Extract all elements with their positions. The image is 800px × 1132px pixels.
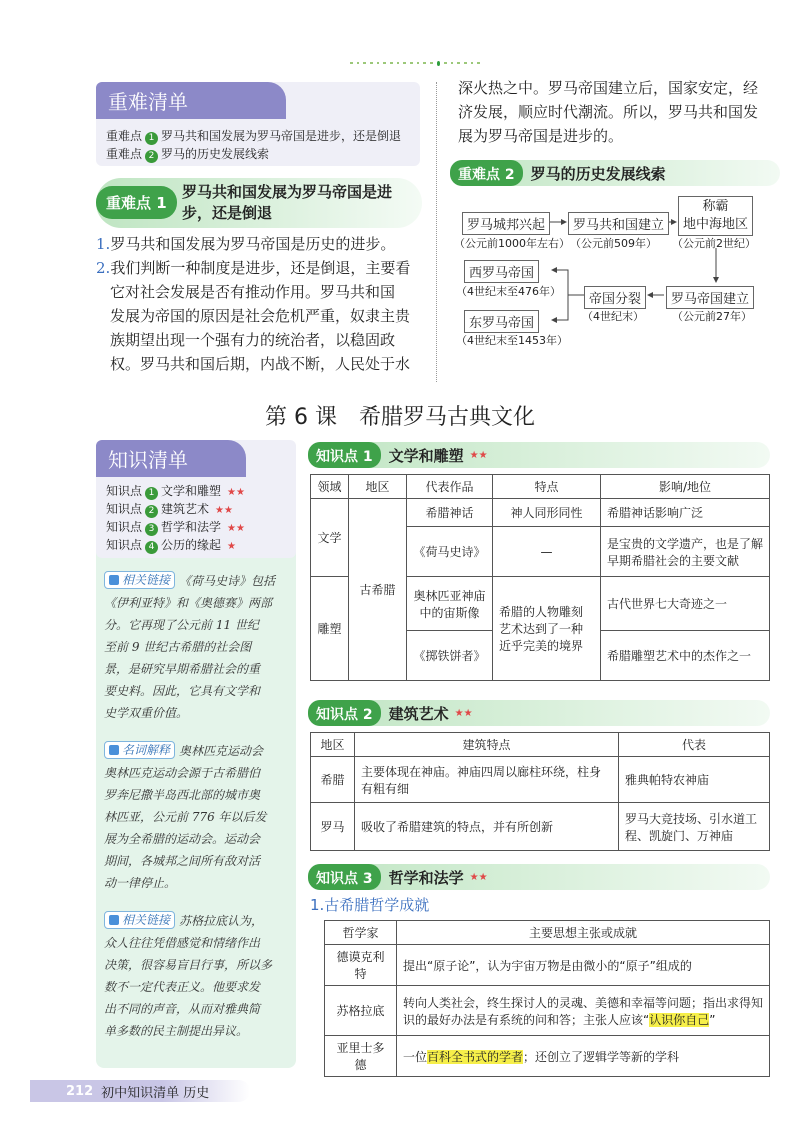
table-cell: 希腊雕塑艺术中的杰作之一 (601, 631, 770, 681)
cell-text: 一位 (403, 1049, 428, 1064)
note-line: 景，是研究早期希腊社会的重 (104, 662, 261, 676)
table-cell: 是宝贵的文学遗产，也是了解早期希腊社会的主要文献 (601, 527, 770, 577)
table-cell: 罗马大竞技场、引水道工程、凯旋门、万神庙 (619, 803, 770, 851)
note-line: 展为全希腊的运动会。运动会 (104, 832, 261, 846)
page-footer (30, 1080, 250, 1102)
table-cell: 罗马 (311, 803, 355, 851)
caption: （4世纪末至476年） (456, 285, 561, 298)
note-line: 至前 9 世纪古希腊的社会图 (104, 640, 252, 654)
star-icon: ★★ (227, 487, 245, 498)
table-cell: 德谟克利特 (325, 945, 397, 986)
key-list-item (106, 127, 410, 145)
note-line: 奥林匹克运动会 (179, 744, 264, 758)
para-text: 罗马共和国发展为罗马帝国是历史的进步。 (110, 235, 396, 253)
key-list-title: 重难清单 (96, 82, 286, 119)
knowledge-list-body (96, 477, 296, 563)
table-cell: 古希腊 (349, 499, 407, 681)
key-list-item-label: 重难点 (106, 147, 143, 161)
table-cell: 《荷马史诗》 (407, 527, 493, 577)
table-row (325, 945, 770, 986)
note-homer (104, 570, 290, 724)
note-line: 《荷马史诗》包括 (179, 574, 276, 588)
table-cell: 古代世界七大奇迹之一 (601, 577, 770, 631)
table-cell: 希腊神话 (407, 499, 493, 527)
key-list-item-text: 罗马共和国发展为罗马帝国是进步，还是倒退 (161, 129, 402, 143)
rome-timeline-diagram (450, 190, 780, 350)
table-cell: 神人同形同性 (493, 499, 601, 527)
note-head (104, 911, 175, 929)
note-line: 单多数的民主制提出异议。 (104, 1024, 249, 1038)
book-icon (109, 745, 119, 755)
key1-p2 (96, 256, 426, 280)
number-badge: 1 (145, 132, 158, 145)
table-cell: 《掷铁饼者》 (407, 631, 493, 681)
key1-title (182, 182, 392, 224)
note-head (104, 741, 175, 759)
table-cell: 希腊神话影响广泛 (601, 499, 770, 527)
table-header: 特点 (493, 475, 601, 499)
star-icon: ★★ (454, 707, 473, 719)
note-line: 出不同的声音，从而对雅典简 (104, 1002, 261, 1016)
node-republic: 罗马共和国建立 (568, 212, 669, 235)
table-cell: 亚里士多德 (325, 1036, 397, 1077)
table-cell: 吸收了希腊建筑的特点，并有所创新 (355, 803, 619, 851)
node-east: 东罗马帝国 (464, 310, 539, 333)
highlight-text: 百科全书式的学者 (427, 1049, 524, 1064)
item-text: 公历的缘起 (161, 538, 222, 552)
note-line: 林匹亚，公元前 776 年以后发 (104, 810, 267, 824)
knowledge-list-box (96, 440, 296, 558)
table-header-row (311, 475, 770, 499)
note-line: 罗奔尼撒半岛西北部的城市奥 (104, 788, 261, 802)
note-line: 《伊利亚特》和《奥德赛》两部 (104, 596, 273, 610)
number-badge: 3 (145, 523, 158, 536)
table-header: 哲学家 (325, 921, 397, 945)
note-line: 要史料。因此，它具有文学和 (104, 684, 261, 698)
cell-text: 转向人类社会，终生探讨人的灵魂、美德和幸福等问题；指出求得知识的最好办法是有系统的问和答；主张人应该“ (403, 995, 764, 1027)
table-cell: 主要体现在神庙。神庙四周以廊柱环绕，柱身有粗有细 (355, 757, 619, 803)
star-icon: ★★ (227, 523, 245, 534)
page-number: 212 (66, 1083, 94, 1099)
knowledge-list-item (106, 537, 286, 555)
k3-title: 哲学和法学 (388, 868, 464, 887)
highlight-text: 认识你自己 (649, 1012, 710, 1027)
star-icon: ★★ (215, 505, 233, 516)
para-text: 展为罗马帝国是进步的。 (458, 127, 624, 145)
note-olympics (104, 740, 290, 894)
note-line: 数不一定代表正义。他要求发 (104, 980, 261, 994)
note-socrates (104, 910, 290, 1042)
table-cell: — (493, 527, 601, 577)
table-cell: 奥林匹亚神庙中的宙斯像 (407, 577, 493, 631)
note-line: 奥林匹克运动会源于古希腊伯 (104, 766, 261, 780)
knowledge-list-item (106, 519, 286, 537)
table-header: 领域 (311, 475, 349, 499)
k3-heading (308, 864, 770, 890)
table-cell (397, 986, 770, 1036)
para-number: 2. (96, 259, 111, 277)
para-text: 深火热之中。罗马帝国建立后，国家安定，经 (458, 79, 759, 97)
caption: （公元前2世纪） (672, 237, 756, 250)
table-header: 影响/地位 (601, 475, 770, 499)
note-line: 分。它再现了公元前 11 世纪 (104, 618, 259, 632)
table-header-row (311, 733, 770, 757)
table-header: 代表 (619, 733, 770, 757)
note-line: 众人往往凭借感觉和情绪作出 (104, 936, 261, 950)
star-icon: ★ (227, 541, 236, 552)
key1-title-line: 罗马共和国发展为罗马帝国是进 (182, 183, 393, 201)
caption: （公元前509年） (570, 237, 657, 250)
cell-text: ” (709, 1012, 716, 1027)
table-cell: 希腊的人物雕刻艺术达到了一种近乎完美的境界 (493, 577, 601, 681)
note-line: 决策，很容易盲目行事，所以多 (104, 958, 273, 972)
item-text: 哲学和法学 (161, 520, 222, 534)
table-header: 代表作品 (407, 475, 493, 499)
key1-tag: 重难点 1 (96, 186, 177, 219)
note-line: 期间，各城邦之间所有敌对活 (104, 854, 261, 868)
item-label: 知识点 (106, 502, 143, 516)
para-text: 济发展，顺应时代潮流。所以，罗马共和国发 (458, 103, 759, 121)
footer-text: 初中知识清单 历史 (101, 1085, 210, 1101)
key1-title-line: 步，还是倒退 (182, 204, 273, 222)
note-head-text: 名词解释 (122, 743, 171, 757)
item-label: 知识点 (106, 520, 143, 534)
table-header: 建筑特点 (355, 733, 619, 757)
node-mediterranean (678, 196, 753, 236)
key1-p1 (96, 232, 426, 256)
table-row (311, 757, 770, 803)
k3-subtitle: 1.古希腊哲学成就 (310, 896, 430, 914)
k2-table (310, 732, 770, 851)
key-list-item-label: 重难点 (106, 129, 143, 143)
cell-text: ；还创立了逻辑学等新的学科 (523, 1049, 680, 1064)
key-list-box (96, 82, 420, 166)
caption: （公元前1000年左右） (454, 237, 570, 250)
number-badge: 1 (145, 487, 158, 500)
table-header: 地区 (311, 733, 355, 757)
item-label: 知识点 (106, 538, 143, 552)
para-text: 权。罗马共和国后期，内战不断，人民处于水 (110, 355, 411, 373)
key-list-body (96, 119, 420, 171)
k3-tag: 知识点 3 (308, 864, 381, 890)
k2-title: 建筑艺术 (388, 704, 449, 723)
table-row (325, 1036, 770, 1077)
note-head-text: 相关链接 (122, 573, 171, 587)
table-cell: 雕塑 (311, 577, 349, 681)
number-badge: 4 (145, 541, 158, 554)
key-list-item-text: 罗马的历史发展线索 (161, 147, 270, 161)
knowledge-list-item (106, 483, 286, 501)
table-cell: 提出“原子论”，认为宇宙万物是由微小的“原子”组成的 (397, 945, 770, 986)
table-cell: 文学 (311, 499, 349, 577)
node-rome-city: 罗马城邦兴起 (462, 212, 550, 235)
table-row (311, 499, 770, 527)
note-line: 动一律停止。 (104, 876, 177, 890)
key-list-item (106, 145, 410, 163)
node-west: 西罗马帝国 (464, 260, 539, 283)
number-badge: 2 (145, 150, 158, 163)
k1-title: 文学和雕塑 (388, 446, 464, 465)
para-number: 1. (96, 235, 111, 253)
table-cell: 苏格拉底 (325, 986, 397, 1036)
para-text: 族期望出现一个强有力的统治者，以稳固政 (110, 331, 396, 349)
key2-heading (450, 160, 780, 186)
key1-heading (96, 178, 422, 228)
para-text: 它对社会发展是否有推动作用。罗马共和国 (110, 283, 396, 301)
lesson-title: 第 6 课 希腊罗马古典文化 (265, 405, 535, 430)
k2-tag: 知识点 2 (308, 700, 381, 726)
column-divider (436, 82, 437, 382)
note-head (104, 571, 175, 589)
caption: （公元前27年） (672, 310, 752, 323)
table-cell: 雅典帕特农神庙 (619, 757, 770, 803)
star-icon: ★★ (469, 871, 488, 883)
link-icon (109, 915, 119, 925)
knowledge-list-title: 知识清单 (96, 440, 246, 477)
number-badge: 2 (145, 505, 158, 518)
key2-title: 罗马的历史发展线索 (530, 164, 666, 183)
caption: （4世纪末至1453年） (456, 334, 568, 347)
key2-tag: 重难点 2 (450, 160, 523, 186)
para-text: 发展为帝国的原因是社会危机严重，奴隶主贵 (110, 307, 411, 325)
table-header: 地区 (349, 475, 407, 499)
k1-table (310, 474, 770, 681)
node-line: 称霸 (702, 199, 729, 214)
table-cell (397, 1036, 770, 1077)
node-line: 地中海地区 (683, 217, 749, 232)
note-head-text: 相关链接 (122, 913, 171, 927)
item-label: 知识点 (106, 484, 143, 498)
table-cell: 希腊 (311, 757, 355, 803)
k3-table (324, 920, 770, 1077)
k1-heading (308, 442, 770, 468)
node-empire: 罗马帝国建立 (666, 286, 754, 309)
table-header-row (325, 921, 770, 945)
top-decoration (350, 60, 480, 66)
item-text: 建筑艺术 (161, 502, 210, 516)
right-top-text (458, 76, 778, 148)
para-text: 我们判断一种制度是进步，还是倒退，主要看 (110, 259, 411, 277)
knowledge-list-item (106, 501, 286, 519)
star-icon: ★★ (469, 449, 488, 461)
node-split: 帝国分裂 (584, 286, 646, 309)
note-line: 苏格拉底认为， (179, 914, 264, 928)
key1-paragraphs (96, 232, 426, 376)
table-header: 主要思想主张或成就 (397, 921, 770, 945)
k1-tag: 知识点 1 (308, 442, 381, 468)
caption: （4世纪末） (582, 310, 644, 323)
table-row (325, 986, 770, 1036)
table-row (311, 803, 770, 851)
k2-heading (308, 700, 770, 726)
link-icon (109, 575, 119, 585)
note-line: 史学双重价值。 (104, 706, 189, 720)
item-text: 文学和雕塑 (161, 484, 222, 498)
